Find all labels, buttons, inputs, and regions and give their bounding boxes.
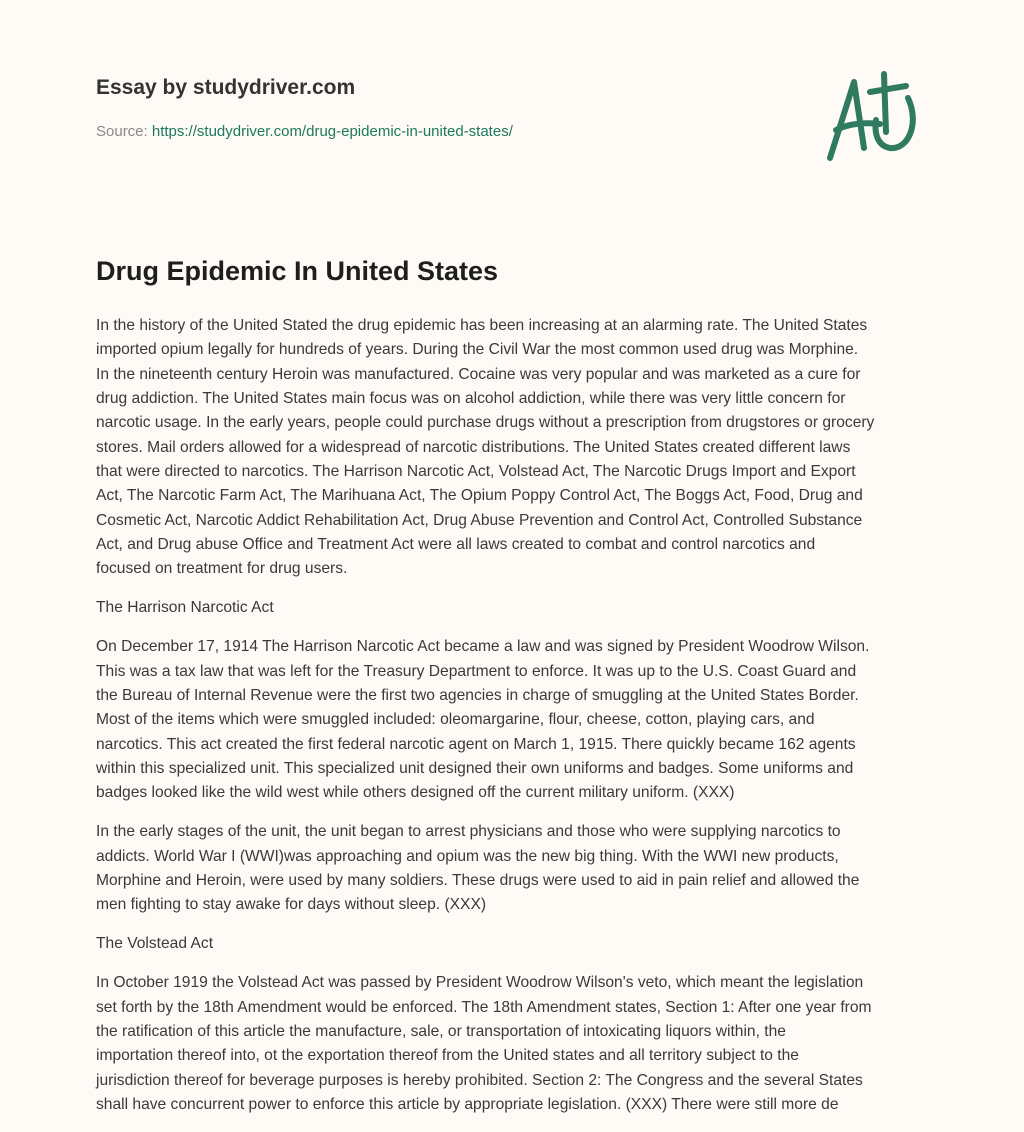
text-line: that were directed to narcotics. The Harrison Narcotic Act, Volstead Act, The Narcotic Drugs Import and Export [96, 463, 856, 481]
paragraph [96, 820, 936, 917]
a-plus-logo-icon [818, 68, 928, 164]
text-line: shall have concurrent power to enforce this article by appropriate legislation. (XXX) There were still more de [96, 1095, 839, 1113]
text-line: the ratification of this article the manufacture, sale, or transportation of intoxicating liquors within, the [96, 1022, 786, 1040]
text-line: This was a tax law that was left for the Treasury Department to enforce. It was up to the U.S. Coast Guard and [96, 662, 857, 680]
section-heading [96, 932, 936, 956]
text-line: focused on treatment for drug users. [96, 560, 348, 578]
text-line: In October 1919 the Volstead Act was passed by President Woodrow Wilson's veto, which meant the legislation [96, 974, 864, 992]
text-line: badges looked like the wild west while others designed off the current military uniform. (XXX) [96, 784, 735, 802]
text-line: narcotics. This act created the first federal narcotic agent on March 1, 1915. There quickly became 162 agents [96, 735, 856, 753]
text-line: On December 17, 1914 The Harrison Narcotic Act became a law and was signed by President Woodrow Wilson. [96, 638, 870, 656]
source-link[interactable]: https://studydriver.com/drug-epidemic-in-united-states/ [151, 123, 513, 140]
essay-body [96, 314, 936, 1132]
text-line: within this specialized unit. This specialized unit designed their own uniforms and badges. Some uniforms and [96, 760, 854, 778]
section-heading [96, 596, 936, 620]
text-line: Morphine and Heroin, were used by many soldiers. These drugs were used to aid in pain relief and allowed the [96, 872, 860, 889]
text-line: set forth by the 18th Amendment would be enforced. The 18th Amendment states, Section 1: After one year from [96, 998, 872, 1016]
text-line: Act, The Narcotic Farm Act, The Marihuana Act, The Opium Poppy Control Act, The Boggs Act, Food, Drug and [96, 487, 863, 505]
text-line: Most of the items which were smuggled included: oleomargarine, flour, cheese, cotton, playing cars, and [96, 711, 815, 729]
text-line: The Volstead Act [96, 935, 214, 953]
site-title: Essay by studydriver.com [96, 76, 356, 99]
text-line: men fighting to stay awake for days without sleep. (XXX) [96, 896, 487, 914]
text-line: importation thereof into, ot the exportation thereof from the United states and all territory subject to the [96, 1047, 799, 1065]
text-line: the Bureau of Internal Revenue were the first two agencies in charge of smuggling at the United States Border. [96, 687, 859, 704]
text-line: The Harrison Narcotic Act [96, 599, 274, 617]
text-line: In the history of the United Stated the drug epidemic has been increasing at an alarming rate. The United States [96, 317, 868, 334]
text-line: In the early stages of the unit, the unit began to arrest physicians and those who were supplying narcotics to [96, 823, 841, 841]
text-line: Cosmetic Act, Narcotic Addict Rehabilitation Act, Drug Abuse Prevention and Control Act, Controlled Substance [96, 511, 863, 529]
text-line: In the nineteenth century Heroin was manufactured. Cocaine was very popular and was marketed as a cure for [96, 365, 861, 383]
source-line [96, 123, 513, 140]
text-line: Act, and Drug abuse Office and Treatment Act were all laws created to combat and control narcotics and [96, 536, 816, 554]
text-line: imported opium legally for hundreds of years. During the Civil War the most common used drug was Morphine. [96, 341, 859, 359]
text-line: stores. Mail orders allowed for a widespread of narcotic distributions. The United States created different laws [96, 438, 851, 456]
paragraph [96, 314, 936, 582]
source-label: Source: [96, 123, 148, 140]
text-line: addicts. World War I (WWI)was approaching and opium was the new big thing. With the WWI new products, [96, 847, 839, 865]
paragraph [96, 635, 936, 805]
text-line: narcotic usage. In the early years, people could purchase drugs without a prescription from drugstores or grocery [96, 414, 875, 432]
text-line: drug addiction. The United States main focus was on alcohol addiction, while there was very little concern for [96, 390, 846, 408]
text-line: jurisdiction thereof for beverage purposes is hereby prohibited. Section 2: The Congress and the several States [96, 1071, 863, 1089]
paragraph [96, 971, 936, 1117]
essay-title: Drug Epidemic In United States [96, 256, 499, 286]
